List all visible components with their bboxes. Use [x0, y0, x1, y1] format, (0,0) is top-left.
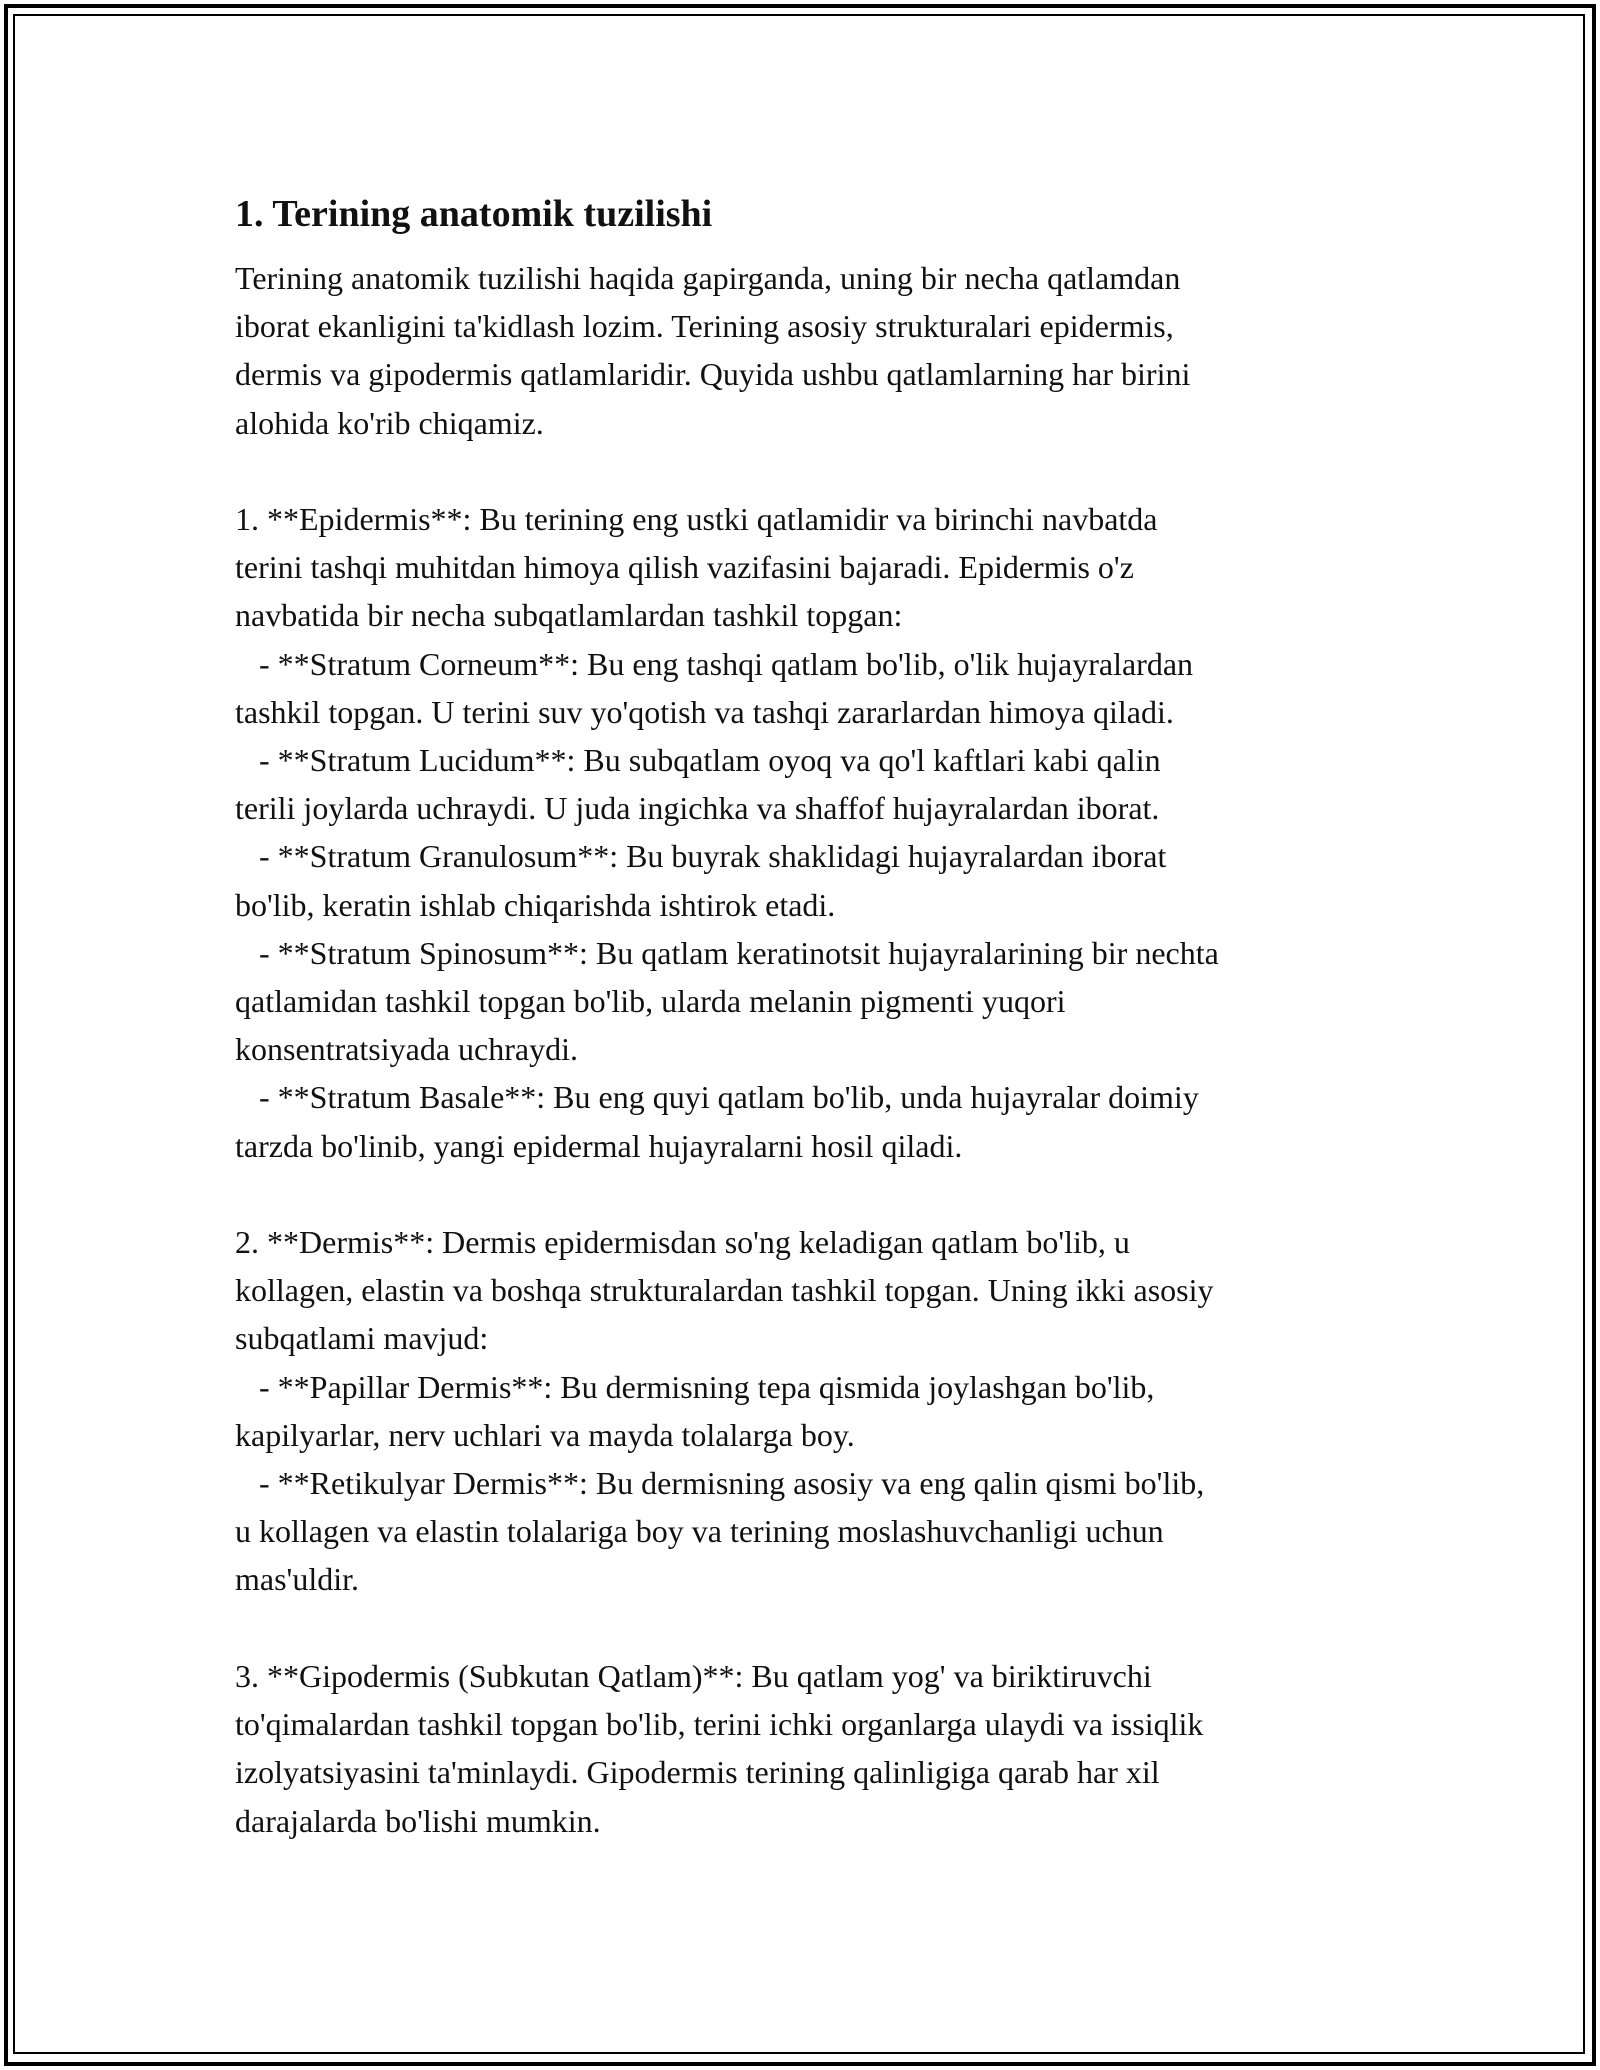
document-title: 1. Terining anatomik tuzilishi: [235, 193, 713, 235]
document-content: [235, 186, 1375, 1845]
document-body: Terining anatomik tuzilishi haqida gapirganda, uning bir necha qatlamdan iborat ekanligini ta'kidlash lozim. Terining asosiy strukturalari epidermis, dermis va gipodermis qatlamlaridir. Quyida ushbu qatlamlarning har birini alohida ko'rib chiqamiz. 1. **Epidermis**: Bu terining eng ustki qatlamidir va birinchi navbatda terini tashqi muhitdan himoya qilish vazifasini bajaradi. Epidermis o'z navbatida bir necha subqatlamlardan tashkil topgan: - **Stratum Corneum**: Bu eng tashqi qatlam bo'lib, o'lik hujayralardan tashkil topgan. U terini suv yo'qotish va tashqi zararlardan himoya qiladi. - **Stratum Lucidum**: Bu subqatlam oyoq va qo'l kaftlari kabi qalin terili joylarda uchraydi. U juda ingichka va shaffof hujayralardan iborat. - **Stratum Granulosum**: Bu buyrak shaklidagi hujayralardan iborat bo'lib, keratin ishlab chiqarishda ishtirok etadi. - **Stratum Spinosum**: Bu qatlam keratinotsit hujayralarining bir nechta qatlamidan tashkil topgan bo'lib, ularda melanin pigmenti yuqori konsentratsiyada uchraydi. - **Stratum Basale**: Bu eng quyi qatlam bo'lib, unda hujayralar doimiy tarzda bo'linib, yangi epidermal hujayralarni hosil qiladi. 2. **Dermis**: Dermis epidermisdan so'ng keladigan qatlam bo'lib, u kollagen, elastin va boshqa strukturalardan tashkil topgan. Uning ikki asosiy subqatlami mavjud: - **Papillar Dermis**: Bu dermisning tepa qismida joylashgan bo'lib, kapilyarlar, nerv uchlari va mayda tolalarga boy. - **Retikulyar Dermis**: Bu dermisning asosiy va eng qalin qismi bo'lib, u kollagen va elastin tolalariga boy va terining moslashuvchanligi uchun mas'uldir. 3. **Gipodermis (Subkutan Qatlam)**: Bu qatlam yog' va biriktiruvchi to'qimalardan tashkil topgan bo'lib, terini ichki organlarga ulaydi va issiqlik izolyatsiyasini ta'minlaydi. Gipodermis terining qalinligiga qarab har xil darajalarda bo'lishi mumkin.: [235, 260, 1219, 1839]
